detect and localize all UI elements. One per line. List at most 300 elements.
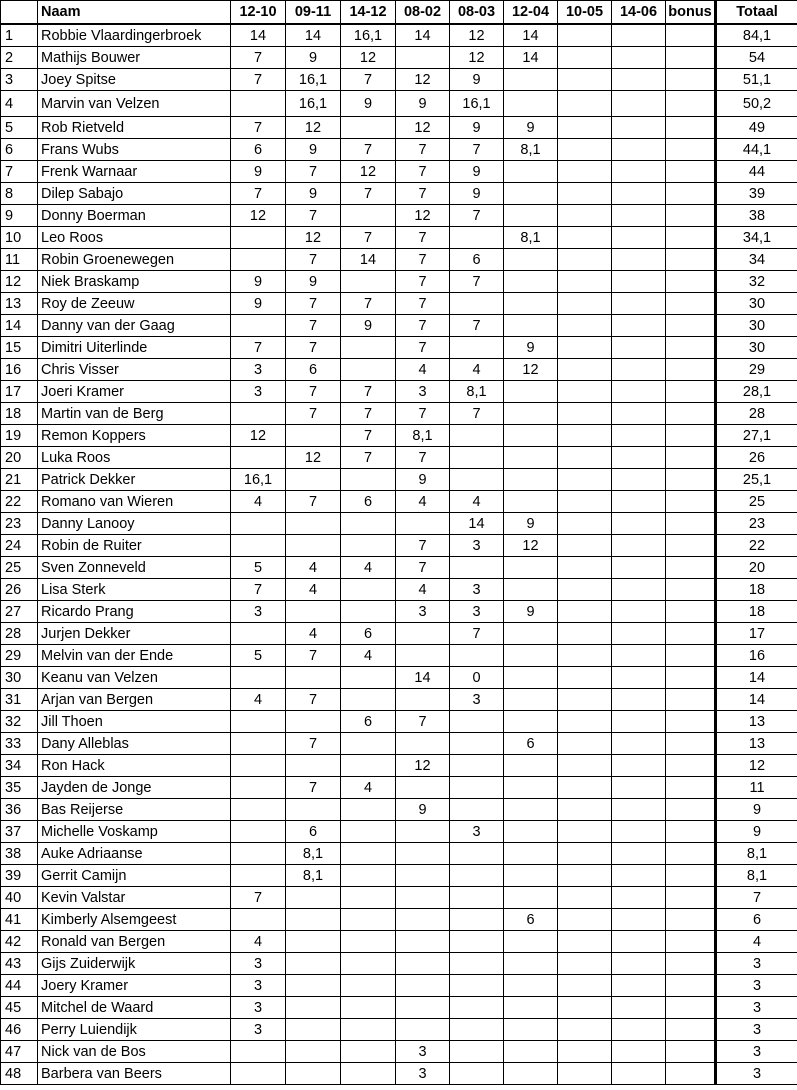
cell-d-12-04 xyxy=(504,315,558,337)
cell-total: 3 xyxy=(716,953,797,975)
cell-total: 17 xyxy=(716,623,797,645)
cell-d-14-12: 4 xyxy=(341,645,396,667)
table-row xyxy=(1,117,797,139)
cell-d-08-03: 12 xyxy=(450,24,504,47)
cell-d-08-02: 4 xyxy=(396,491,450,513)
cell-d-08-02 xyxy=(396,953,450,975)
cell-d-09-11: 6 xyxy=(286,821,341,843)
cell-d-10-05 xyxy=(558,315,612,337)
cell-d-10-05 xyxy=(558,623,612,645)
cell-d-09-11: 7 xyxy=(286,315,341,337)
cell-d-08-03: 4 xyxy=(450,491,504,513)
table-body xyxy=(1,24,797,1085)
cell-d-12-10: 3 xyxy=(231,359,286,381)
cell-total: 25,1 xyxy=(716,469,797,491)
cell-d-08-02: 4 xyxy=(396,359,450,381)
cell-d-10-05 xyxy=(558,359,612,381)
cell-d-14-12 xyxy=(341,359,396,381)
cell-d-14-06 xyxy=(612,711,666,733)
cell-d-14-06 xyxy=(612,953,666,975)
table-row xyxy=(1,1063,797,1085)
cell-d-10-05 xyxy=(558,47,612,69)
cell-d-14-06 xyxy=(612,623,666,645)
cell-d-12-10 xyxy=(231,91,286,117)
table-row xyxy=(1,381,797,403)
cell-bonus xyxy=(666,645,716,667)
table-row xyxy=(1,667,797,689)
cell-d-10-05 xyxy=(558,227,612,249)
cell-bonus xyxy=(666,579,716,601)
cell-d-09-11: 7 xyxy=(286,249,341,271)
cell-d-12-10: 12 xyxy=(231,205,286,227)
cell-total: 3 xyxy=(716,1019,797,1041)
cell-d-08-02 xyxy=(396,777,450,799)
cell-name: Dimitri Uiterlinde xyxy=(38,337,231,359)
cell-total: 30 xyxy=(716,293,797,315)
cell-bonus xyxy=(666,315,716,337)
cell-d-14-12 xyxy=(341,601,396,623)
cell-d-12-10: 4 xyxy=(231,931,286,953)
table-row xyxy=(1,469,797,491)
cell-d-14-12: 7 xyxy=(341,227,396,249)
table-row xyxy=(1,447,797,469)
cell-bonus xyxy=(666,425,716,447)
cell-d-12-10 xyxy=(231,623,286,645)
cell-d-08-02: 12 xyxy=(396,755,450,777)
table-row xyxy=(1,69,797,91)
cell-total: 3 xyxy=(716,997,797,1019)
cell-d-14-06 xyxy=(612,843,666,865)
cell-name: Joery Kramer xyxy=(38,975,231,997)
cell-d-14-12 xyxy=(341,205,396,227)
table-row xyxy=(1,843,797,865)
cell-d-08-02 xyxy=(396,865,450,887)
cell-d-14-06 xyxy=(612,205,666,227)
cell-d-09-11 xyxy=(286,1063,341,1085)
cell-d-10-05 xyxy=(558,447,612,469)
table-row xyxy=(1,91,797,117)
cell-total: 51,1 xyxy=(716,69,797,91)
cell-d-10-05 xyxy=(558,403,612,425)
cell-d-10-05 xyxy=(558,755,612,777)
header-d-14-06: 14-06 xyxy=(612,1,666,25)
cell-d-09-11: 4 xyxy=(286,623,341,645)
cell-d-14-12: 6 xyxy=(341,711,396,733)
cell-bonus xyxy=(666,205,716,227)
cell-d-12-10: 3 xyxy=(231,953,286,975)
cell-d-10-05 xyxy=(558,931,612,953)
cell-d-14-12: 7 xyxy=(341,183,396,205)
table-row xyxy=(1,1041,797,1063)
cell-rank: 42 xyxy=(1,931,38,953)
cell-d-08-03 xyxy=(450,755,504,777)
table-row xyxy=(1,359,797,381)
table-row xyxy=(1,337,797,359)
cell-total: 12 xyxy=(716,755,797,777)
cell-bonus xyxy=(666,953,716,975)
table-row xyxy=(1,161,797,183)
table-row xyxy=(1,689,797,711)
cell-d-08-03: 3 xyxy=(450,579,504,601)
cell-bonus xyxy=(666,1041,716,1063)
cell-d-10-05 xyxy=(558,909,612,931)
cell-d-14-06 xyxy=(612,755,666,777)
cell-d-10-05 xyxy=(558,469,612,491)
cell-d-14-12 xyxy=(341,997,396,1019)
table-row xyxy=(1,601,797,623)
cell-d-12-04 xyxy=(504,381,558,403)
cell-bonus xyxy=(666,997,716,1019)
cell-bonus xyxy=(666,557,716,579)
cell-rank: 14 xyxy=(1,315,38,337)
cell-d-08-02: 7 xyxy=(396,183,450,205)
cell-d-09-11 xyxy=(286,953,341,975)
cell-d-12-04: 9 xyxy=(504,117,558,139)
cell-d-12-04: 14 xyxy=(504,47,558,69)
cell-name: Remon Koppers xyxy=(38,425,231,447)
header-d-09-11: 09-11 xyxy=(286,1,341,25)
cell-name: Perry Luiendijk xyxy=(38,1019,231,1041)
cell-d-10-05 xyxy=(558,733,612,755)
cell-d-08-03 xyxy=(450,227,504,249)
cell-d-14-06 xyxy=(612,469,666,491)
cell-d-10-05 xyxy=(558,887,612,909)
cell-rank: 29 xyxy=(1,645,38,667)
cell-d-08-02 xyxy=(396,689,450,711)
header-d-10-05: 10-05 xyxy=(558,1,612,25)
cell-d-12-04 xyxy=(504,777,558,799)
cell-total: 18 xyxy=(716,601,797,623)
cell-d-10-05 xyxy=(558,645,612,667)
cell-d-08-03 xyxy=(450,975,504,997)
cell-d-12-10 xyxy=(231,777,286,799)
cell-d-12-04 xyxy=(504,755,558,777)
cell-name: Dilep Sabajo xyxy=(38,183,231,205)
cell-d-14-12: 12 xyxy=(341,47,396,69)
cell-d-08-03 xyxy=(450,733,504,755)
cell-d-14-12 xyxy=(341,337,396,359)
cell-rank: 47 xyxy=(1,1041,38,1063)
cell-d-10-05 xyxy=(558,139,612,161)
cell-total: 44 xyxy=(716,161,797,183)
cell-d-12-10 xyxy=(231,1063,286,1085)
cell-d-12-10: 7 xyxy=(231,47,286,69)
cell-d-09-11 xyxy=(286,997,341,1019)
cell-d-14-12: 9 xyxy=(341,91,396,117)
cell-d-09-11: 6 xyxy=(286,359,341,381)
cell-rank: 15 xyxy=(1,337,38,359)
cell-d-08-03: 0 xyxy=(450,667,504,689)
cell-d-10-05 xyxy=(558,1019,612,1041)
cell-d-12-10 xyxy=(231,403,286,425)
cell-d-08-02 xyxy=(396,931,450,953)
cell-total: 18 xyxy=(716,579,797,601)
cell-d-14-06 xyxy=(612,1019,666,1041)
cell-name: Melvin van der Ende xyxy=(38,645,231,667)
header-d-14-12: 14-12 xyxy=(341,1,396,25)
cell-d-08-02: 14 xyxy=(396,24,450,47)
cell-rank: 35 xyxy=(1,777,38,799)
cell-d-10-05 xyxy=(558,1041,612,1063)
cell-d-14-06 xyxy=(612,69,666,91)
cell-d-08-02: 3 xyxy=(396,601,450,623)
cell-d-08-03: 7 xyxy=(450,205,504,227)
cell-d-08-03 xyxy=(450,1063,504,1085)
cell-d-12-10: 7 xyxy=(231,337,286,359)
cell-name: Nick van de Bos xyxy=(38,1041,231,1063)
cell-d-12-04 xyxy=(504,711,558,733)
cell-d-14-12 xyxy=(341,887,396,909)
cell-d-08-02: 7 xyxy=(396,227,450,249)
cell-d-08-02 xyxy=(396,733,450,755)
cell-d-14-06 xyxy=(612,887,666,909)
cell-d-08-03 xyxy=(450,1041,504,1063)
cell-d-14-12 xyxy=(341,953,396,975)
cell-d-14-06 xyxy=(612,359,666,381)
cell-rank: 12 xyxy=(1,271,38,293)
cell-d-10-05 xyxy=(558,1063,612,1085)
cell-d-08-03 xyxy=(450,799,504,821)
cell-d-14-06 xyxy=(612,513,666,535)
cell-rank: 18 xyxy=(1,403,38,425)
cell-bonus xyxy=(666,931,716,953)
cell-d-12-10: 7 xyxy=(231,117,286,139)
cell-d-12-04: 14 xyxy=(504,24,558,47)
cell-d-08-02: 8,1 xyxy=(396,425,450,447)
cell-total: 7 xyxy=(716,887,797,909)
cell-d-09-11 xyxy=(286,909,341,931)
cell-name: Mitchel de Waard xyxy=(38,997,231,1019)
cell-d-12-10 xyxy=(231,843,286,865)
cell-name: Kevin Valstar xyxy=(38,887,231,909)
cell-d-12-04 xyxy=(504,183,558,205)
cell-d-08-03: 7 xyxy=(450,623,504,645)
cell-d-14-12: 12 xyxy=(341,161,396,183)
cell-rank: 2 xyxy=(1,47,38,69)
cell-total: 8,1 xyxy=(716,865,797,887)
cell-d-08-03 xyxy=(450,931,504,953)
table-row xyxy=(1,623,797,645)
cell-total: 38 xyxy=(716,205,797,227)
cell-name: Marvin van Velzen xyxy=(38,91,231,117)
cell-d-12-10: 3 xyxy=(231,381,286,403)
cell-rank: 8 xyxy=(1,183,38,205)
cell-rank: 41 xyxy=(1,909,38,931)
cell-d-14-12: 16,1 xyxy=(341,24,396,47)
header-row xyxy=(1,1,797,25)
cell-d-14-06 xyxy=(612,47,666,69)
cell-d-12-10 xyxy=(231,711,286,733)
cell-d-12-10: 4 xyxy=(231,689,286,711)
cell-bonus xyxy=(666,887,716,909)
table-row xyxy=(1,733,797,755)
table-row xyxy=(1,953,797,975)
cell-d-12-04 xyxy=(504,425,558,447)
cell-d-08-02: 12 xyxy=(396,205,450,227)
cell-d-14-12 xyxy=(341,117,396,139)
cell-bonus xyxy=(666,161,716,183)
cell-d-09-11: 7 xyxy=(286,491,341,513)
cell-d-12-10 xyxy=(231,535,286,557)
cell-d-14-06 xyxy=(612,491,666,513)
cell-d-12-04 xyxy=(504,821,558,843)
cell-d-08-02: 7 xyxy=(396,161,450,183)
cell-d-12-10: 4 xyxy=(231,491,286,513)
cell-name: Jurjen Dekker xyxy=(38,623,231,645)
cell-d-08-03 xyxy=(450,557,504,579)
cell-d-12-10: 7 xyxy=(231,69,286,91)
cell-d-08-03 xyxy=(450,953,504,975)
cell-d-08-03 xyxy=(450,843,504,865)
cell-rank: 38 xyxy=(1,843,38,865)
cell-name: Frenk Warnaar xyxy=(38,161,231,183)
cell-bonus xyxy=(666,91,716,117)
cell-total: 26 xyxy=(716,447,797,469)
cell-d-09-11: 7 xyxy=(286,403,341,425)
cell-d-09-11: 7 xyxy=(286,777,341,799)
cell-d-08-02: 7 xyxy=(396,447,450,469)
cell-d-12-10: 5 xyxy=(231,645,286,667)
cell-rank: 43 xyxy=(1,953,38,975)
cell-d-12-04 xyxy=(504,843,558,865)
cell-d-12-04 xyxy=(504,469,558,491)
cell-d-09-11: 8,1 xyxy=(286,865,341,887)
cell-d-08-02: 9 xyxy=(396,799,450,821)
cell-total: 4 xyxy=(716,931,797,953)
cell-d-14-06 xyxy=(612,227,666,249)
cell-d-09-11 xyxy=(286,535,341,557)
table-row xyxy=(1,909,797,931)
header-name: Naam xyxy=(38,1,231,25)
cell-d-09-11 xyxy=(286,667,341,689)
cell-d-12-10 xyxy=(231,249,286,271)
cell-d-09-11: 16,1 xyxy=(286,69,341,91)
cell-d-14-06 xyxy=(612,381,666,403)
table-row xyxy=(1,579,797,601)
table-row xyxy=(1,711,797,733)
cell-d-12-04: 9 xyxy=(504,337,558,359)
cell-name: Roy de Zeeuw xyxy=(38,293,231,315)
cell-rank: 28 xyxy=(1,623,38,645)
cell-d-14-06 xyxy=(612,161,666,183)
table-row xyxy=(1,249,797,271)
cell-d-14-06 xyxy=(612,315,666,337)
cell-d-14-12 xyxy=(341,271,396,293)
cell-total: 13 xyxy=(716,711,797,733)
cell-d-14-12 xyxy=(341,689,396,711)
cell-d-12-04: 8,1 xyxy=(504,227,558,249)
cell-d-12-10 xyxy=(231,821,286,843)
cell-d-09-11: 8,1 xyxy=(286,843,341,865)
cell-d-14-12 xyxy=(341,865,396,887)
cell-d-12-04 xyxy=(504,161,558,183)
cell-d-12-10: 9 xyxy=(231,293,286,315)
cell-total: 20 xyxy=(716,557,797,579)
cell-bonus xyxy=(666,909,716,931)
cell-total: 30 xyxy=(716,315,797,337)
cell-d-08-03 xyxy=(450,865,504,887)
cell-d-12-04 xyxy=(504,1063,558,1085)
cell-name: Mathijs Bouwer xyxy=(38,47,231,69)
cell-d-12-04 xyxy=(504,799,558,821)
cell-d-08-03: 9 xyxy=(450,69,504,91)
cell-d-09-11 xyxy=(286,887,341,909)
cell-bonus xyxy=(666,601,716,623)
cell-d-09-11: 7 xyxy=(286,293,341,315)
cell-d-08-02: 12 xyxy=(396,69,450,91)
cell-total: 16 xyxy=(716,645,797,667)
cell-bonus xyxy=(666,777,716,799)
cell-d-12-04 xyxy=(504,205,558,227)
cell-d-12-10: 7 xyxy=(231,887,286,909)
cell-d-10-05 xyxy=(558,425,612,447)
cell-d-08-02: 3 xyxy=(396,381,450,403)
cell-d-12-04 xyxy=(504,887,558,909)
cell-d-14-12 xyxy=(341,909,396,931)
cell-rank: 6 xyxy=(1,139,38,161)
cell-d-09-11: 14 xyxy=(286,24,341,47)
cell-d-14-06 xyxy=(612,183,666,205)
cell-d-08-03 xyxy=(450,887,504,909)
cell-d-08-03: 4 xyxy=(450,359,504,381)
cell-d-12-10: 5 xyxy=(231,557,286,579)
cell-d-14-12: 7 xyxy=(341,403,396,425)
cell-d-14-06 xyxy=(612,425,666,447)
cell-d-14-12: 7 xyxy=(341,425,396,447)
cell-d-12-10: 9 xyxy=(231,271,286,293)
cell-total: 6 xyxy=(716,909,797,931)
table-row xyxy=(1,139,797,161)
cell-d-10-05 xyxy=(558,711,612,733)
cell-bonus xyxy=(666,667,716,689)
cell-total: 3 xyxy=(716,975,797,997)
cell-d-12-04 xyxy=(504,579,558,601)
cell-name: Keanu van Velzen xyxy=(38,667,231,689)
cell-d-09-11: 7 xyxy=(286,381,341,403)
cell-d-14-12: 4 xyxy=(341,777,396,799)
cell-bonus xyxy=(666,117,716,139)
cell-d-12-10 xyxy=(231,513,286,535)
cell-d-08-03 xyxy=(450,447,504,469)
cell-d-08-03: 16,1 xyxy=(450,91,504,117)
cell-rank: 24 xyxy=(1,535,38,557)
cell-bonus xyxy=(666,535,716,557)
cell-bonus xyxy=(666,755,716,777)
cell-total: 32 xyxy=(716,271,797,293)
cell-rank: 23 xyxy=(1,513,38,535)
cell-d-08-03 xyxy=(450,1019,504,1041)
cell-rank: 34 xyxy=(1,755,38,777)
cell-rank: 17 xyxy=(1,381,38,403)
cell-bonus xyxy=(666,623,716,645)
cell-name: Gijs Zuiderwijk xyxy=(38,953,231,975)
cell-d-08-02 xyxy=(396,513,450,535)
cell-name: Dany Alleblas xyxy=(38,733,231,755)
cell-d-09-11: 4 xyxy=(286,579,341,601)
cell-d-14-06 xyxy=(612,645,666,667)
cell-d-08-03: 7 xyxy=(450,403,504,425)
cell-d-14-12 xyxy=(341,799,396,821)
header-total: Totaal xyxy=(716,1,797,25)
cell-name: Patrick Dekker xyxy=(38,469,231,491)
cell-d-09-11 xyxy=(286,931,341,953)
cell-d-14-12 xyxy=(341,1063,396,1085)
cell-d-12-10 xyxy=(231,909,286,931)
cell-d-10-05 xyxy=(558,689,612,711)
cell-d-09-11: 7 xyxy=(286,689,341,711)
cell-d-12-04 xyxy=(504,997,558,1019)
table-row xyxy=(1,997,797,1019)
